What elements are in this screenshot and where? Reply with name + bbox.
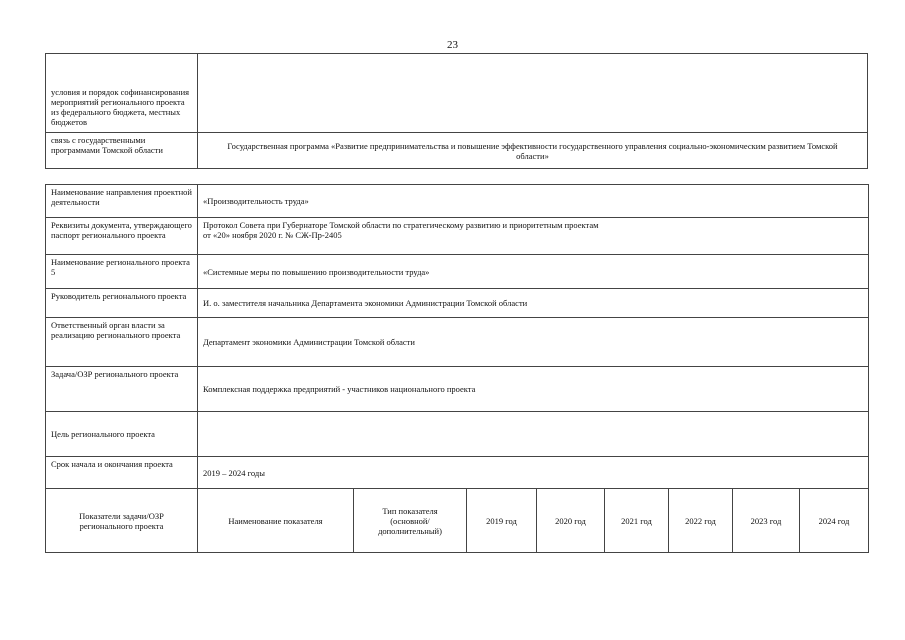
project-passport-table [45,184,869,553]
row-label: Задача/ОЗР регионального проекта [46,367,198,412]
year-header: 2019 год [467,489,537,553]
top-table [45,53,868,169]
value-line: от «20» ноября 2020 г. № СЖ-Пр-2405 [203,230,342,240]
table-row [46,367,869,412]
indicator-name-header: Наименование показателя [198,489,354,553]
row-value: «Системные меры по повышению производительности труда» [198,255,869,289]
table-row [46,255,869,289]
year-header: 2024 год [800,489,869,553]
row-label: Ответственный орган власти за реализацию регионального проекта [46,318,198,367]
table-row [46,218,869,255]
row-value: Государственная программа «Развитие предпринимательства и повышение эффективности государственного управления социально-экономическим развитием Томской области» [198,133,868,169]
table-row [46,412,869,457]
table-row [46,185,869,218]
row-value: 2019 – 2024 годы [198,457,869,489]
row-label: Руководитель регионального проекта [46,289,198,318]
row-label: Наименование направления проектной деятельности [46,185,198,218]
row-value: Департамент экономики Администрации Томской области [198,318,869,367]
row-label: связь с государственными программами Томской области [46,133,198,169]
table-row [46,289,869,318]
table-row [46,54,868,133]
value-line: Протокол Совета при Губернаторе Томской области по стратегическому развитию и приоритетным проектам [203,220,599,230]
row-label: условия и порядок софинансирования мероприятий регионального проекта из федерального бюджета, местных бюджетов [46,54,198,133]
table-row [46,457,869,489]
table-row [46,133,868,169]
page-number: 23 [447,39,458,51]
indicator-type-header: Тип показателя (основной/ дополнительный) [354,489,467,553]
row-value [198,54,868,133]
indicators-header-row [46,489,869,553]
row-value: И. о. заместителя начальника Департамента экономики Администрации Томской области [198,289,869,318]
row-label: Наименование регионального проекта 5 [46,255,198,289]
year-header: 2020 год [537,489,605,553]
row-value [198,412,869,457]
row-label: Цель регионального проекта [46,412,198,457]
year-header: 2023 год [733,489,800,553]
year-header: 2022 год [669,489,733,553]
row-label: Срок начала и окончания проекта [46,457,198,489]
row-value: Комплексная поддержка предприятий - участников национального проекта [198,367,869,412]
row-value [198,218,869,255]
table-row [46,318,869,367]
row-value: «Производительность труда» [198,185,869,218]
indicators-label: Показатели задачи/ОЗР регионального проекта [46,489,198,553]
year-header: 2021 год [605,489,669,553]
row-label: Реквизиты документа, утверждающего паспорт регионального проекта [46,218,198,255]
